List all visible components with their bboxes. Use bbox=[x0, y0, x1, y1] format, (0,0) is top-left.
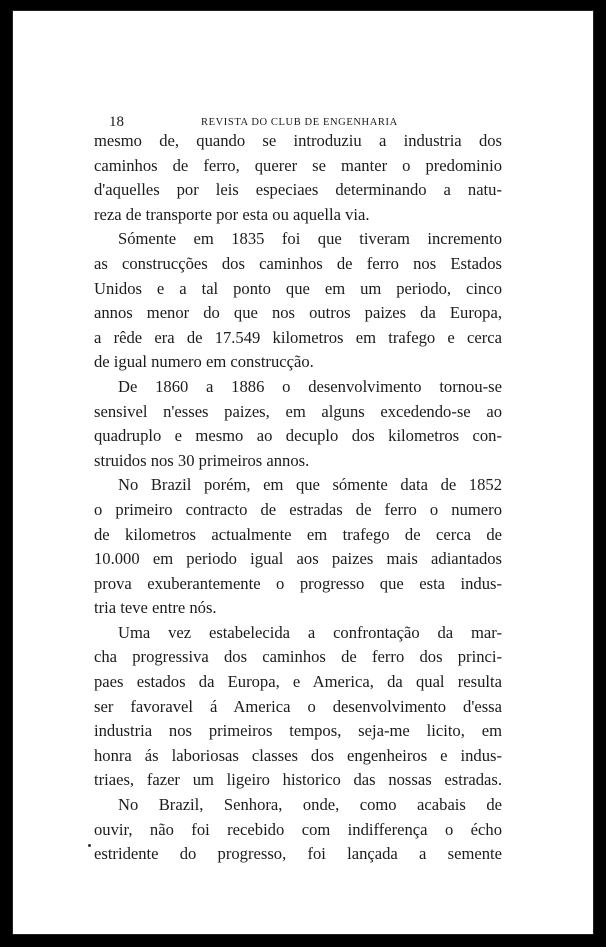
running-title: REVISTA DO CLUB DE ENGENHARIA bbox=[201, 117, 398, 128]
text-line: de kilometros actualmente em trafego de cerca de bbox=[94, 524, 502, 544]
text-line: industria nos primeiros tempos, seja-me licito, em bbox=[94, 721, 502, 741]
text-line: Sómente em 1835 foi que tiveram incremento bbox=[118, 229, 502, 249]
text-line: paes estados da Europa, e America, da qual resulta bbox=[94, 672, 502, 692]
text-line: tria teve entre nós. bbox=[94, 598, 217, 618]
text-line: struidos nos 30 primeiros annos. bbox=[94, 450, 310, 470]
text-line: Unidos e a tal ponto que em um periodo, cinco bbox=[94, 278, 502, 298]
text-line: quadruplo e mesmo ao decuplo dos kilometros con- bbox=[94, 426, 502, 446]
text-line: honra ás laboriosas classes dos engenheiros e indus- bbox=[94, 745, 502, 765]
text-line: annos menor do que nos outros paizes da Europa, bbox=[94, 303, 502, 323]
text-line: sensivel n'esses paizes, em alguns excedendo-se ao bbox=[94, 401, 502, 421]
body-text bbox=[94, 129, 502, 867]
text-line: o primeiro contracto de estradas de ferro o numero bbox=[94, 499, 502, 519]
text-line: De 1860 a 1886 o desenvolvimento tornou-se bbox=[118, 376, 502, 396]
text-line: triaes, fazer um ligeiro historico das nossas estradas. bbox=[94, 770, 502, 790]
text-line: prova exuberantemente o progresso que esta indus- bbox=[94, 573, 502, 593]
text-line: as construcções dos caminhos de ferro nos Estados bbox=[94, 253, 502, 273]
text-line: 10.000 em periodo igual aos paizes mais adiantados bbox=[94, 549, 502, 569]
text-line: a rêde era de 17.549 kilometros em trafego e cerca bbox=[94, 327, 502, 347]
text-line: reza de transporte por esta ou aquella via. bbox=[94, 204, 370, 224]
ink-speck bbox=[88, 844, 91, 847]
text-line: caminhos de ferro, querer se manter o predominio bbox=[94, 155, 502, 175]
text-line: de igual numero em construcção. bbox=[94, 352, 314, 372]
text-line: No Brazil porém, em que sómente data de 1852 bbox=[118, 475, 502, 495]
text-line: cha progressiva dos caminhos de ferro dos princi- bbox=[94, 647, 502, 667]
text-line: No Brazil, Senhora, onde, como acabais de bbox=[118, 795, 502, 815]
text-line: d'aquelles por leis especiaes determinando a natu- bbox=[94, 180, 502, 200]
text-line: Uma vez estabelecida a confrontação da mar- bbox=[118, 622, 502, 642]
text-line: mesmo de, quando se introduziu a industria dos bbox=[94, 131, 502, 150]
text-line: ouvir, não foi recebido com indifferença o écho bbox=[94, 819, 502, 839]
page-number: 18 bbox=[109, 114, 124, 130]
text-line: estridente do progresso, foi lançada a semente bbox=[94, 844, 502, 864]
text-line: ser favoravel á America o desenvolvimento d'essa bbox=[94, 696, 502, 716]
